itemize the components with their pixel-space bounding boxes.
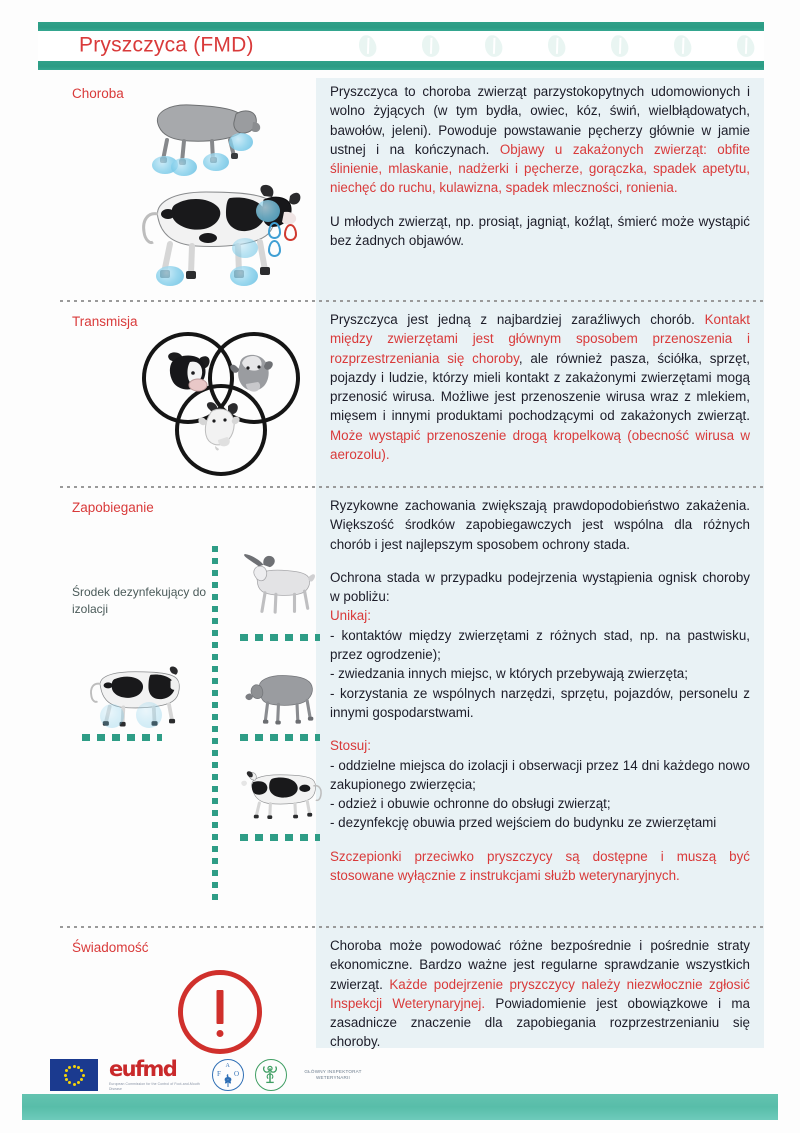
- body-text: - korzystania ze wspólnych narzędzi, sprzętu, pojazdów, personelu z innymi gospodarstwami.: [330, 685, 750, 720]
- sheep-icon: [240, 664, 320, 726]
- exclamation-dot: [217, 1030, 224, 1037]
- section-label-choroba: Choroba: [72, 86, 124, 101]
- document-header: [38, 22, 764, 70]
- eu-star: [65, 1069, 68, 1072]
- goat-icon: [240, 554, 318, 616]
- paragraph: [330, 310, 750, 464]
- eufmd-wordmark: eufmd: [109, 1057, 177, 1082]
- veterinary-emblem-icon: [256, 1060, 284, 1088]
- section-transmisja: [38, 300, 764, 486]
- fence-barrier-horizontal: [240, 834, 320, 841]
- biosecurity-separation-illustration: [78, 546, 310, 906]
- paragraph: [330, 936, 750, 1052]
- paragraph: [330, 568, 750, 607]
- body-text: Ryzykowne zachowania zwiększają prawdopodobieństwo zakażenia. Większość środków zapobiegawczych jest wspólna dla różnych chorób i jest najlepszym sposobem ochrony stada.: [330, 498, 750, 552]
- fao-letter-a: A: [225, 1063, 230, 1069]
- lesion-marker: [156, 266, 184, 286]
- document-content: [38, 78, 764, 1048]
- section-divider: [60, 486, 764, 488]
- blood-drop-icon: [284, 224, 297, 241]
- fence-barrier-horizontal: [82, 734, 162, 741]
- eu-star: [65, 1078, 68, 1081]
- wheat-icon: [222, 1073, 234, 1087]
- body-text: Pryszczyca jest jedną z najbardziej zaraźliwych chorób.: [330, 312, 705, 327]
- eu-star: [82, 1074, 85, 1077]
- virus-watermark-icon: [608, 33, 630, 59]
- goat-head-icon: [194, 402, 246, 450]
- lesion-marker: [230, 266, 258, 286]
- lesion-marker: [232, 238, 258, 258]
- paragraph: [330, 82, 750, 198]
- header-band-bottom: [38, 61, 764, 70]
- header-title-bar: [38, 31, 764, 61]
- fao-logo-icon: [212, 1059, 244, 1091]
- section-label-swiadomosc: Świadomość: [72, 940, 149, 955]
- paragraph: [330, 756, 750, 833]
- eu-star: [68, 1081, 71, 1084]
- page-title: Pryszczyca (FMD): [79, 33, 254, 57]
- section-divider: [60, 926, 764, 928]
- eu-star: [73, 1083, 76, 1086]
- section-sublabel-disinfectant: Środek dezynfekujący do izolacji: [72, 585, 207, 616]
- body-text: - oddzielne miejsca do izolacji i obserwacji przez 14 dni każdego nowo zakupionego zwierzęcia;: [330, 757, 750, 792]
- saliva-drop-icon: [268, 240, 281, 257]
- eu-star: [80, 1069, 83, 1072]
- footer-logo-row: [50, 1058, 368, 1092]
- virus-watermark-icon: [356, 33, 378, 59]
- paragraph: [330, 212, 750, 251]
- section-divider: [60, 300, 764, 302]
- eu-star: [77, 1081, 80, 1084]
- section-swiadomosc: [38, 926, 764, 1048]
- highlighted-text: Kontakt między zwierzętami jest głównym sposobem przenoszenia i rozprzestrzeniania się choroby: [330, 312, 750, 366]
- section-text-swiadomosc: [330, 936, 750, 1052]
- highlighted-text: Może wystąpić przenoszenie drogą kropelkową (obecność wirusa w aerozolu).: [330, 427, 750, 463]
- body-text: Ochrona stada w przypadku podejrzenia wystąpienia ognisk choroby w pobliżu:: [330, 569, 750, 605]
- fao-letter-f: F: [217, 1070, 221, 1078]
- lesion-marker-mouth: [229, 133, 253, 151]
- eu-star: [73, 1065, 76, 1068]
- eufmd-subtext: European Commission for the Control of Foot-and-Mouth Disease: [109, 1082, 200, 1091]
- virus-watermark-icon: [671, 33, 693, 59]
- eufmd-logo: [109, 1059, 201, 1091]
- section-text-zapobieganie: [330, 496, 750, 885]
- eu-flag-icon: [50, 1059, 98, 1091]
- watermark-row: [359, 35, 754, 57]
- fao-letter-o: O: [233, 1070, 239, 1078]
- lesion-marker-mouth: [256, 200, 280, 222]
- paragraph: [330, 626, 750, 722]
- highlighted-text: Każde podejrzenie pryszczycy należy niezwłocznie zgłosić Inspekcji Weterynaryjnej.: [330, 976, 750, 1011]
- fence-barrier-vertical: [212, 546, 218, 902]
- highlighted-text: Unikaj:: [330, 608, 371, 624]
- section-zapobieganie: [38, 486, 764, 926]
- body-text: U młodych zwierząt, np. prosiąt, jagniąt, koźląt, śmierć może wystąpić bez żadnych objawów.: [330, 213, 750, 249]
- fence-barrier-horizontal: [240, 634, 320, 641]
- header-band-top: [38, 22, 764, 31]
- transmission-rings-illustration: [138, 332, 308, 472]
- body-text: - kontaktów między zwierzętami z różnych stad, np. na pastwisku, przez ogrodzenie);: [330, 627, 750, 663]
- cow-head-icon: [160, 350, 212, 396]
- giw-logo-icon: [255, 1059, 287, 1091]
- section-choroba: [38, 78, 764, 300]
- exclamation-bar: [217, 990, 224, 1024]
- saliva-drop-icon: [268, 222, 281, 239]
- body-text: Choroba może powodować różne bezpośrednie i pośrednie straty ekonomiczne. Bardzo ważne jest regularne sprawdzanie wszystkich zwierząt.: [330, 938, 750, 992]
- lesion-marker: [203, 153, 229, 171]
- lesion-marker: [136, 702, 162, 728]
- body-text: Powiadomienie jest obowiązkowe i ma zasadnicze znaczenie dla zapobiegania rozprzestrzenianiu się choroby.: [330, 995, 751, 1050]
- body-text: Pryszczyca to choroba zwierząt parzystokopytnych udomowionych i wolno żyjących (w tym bydła, owiec, kóz, świń, wielbłądowatych, bawołów, jeleni). Powoduje powstawanie pęcherzy głównie w jamie ustnej i na kończynach.: [330, 84, 750, 157]
- highlighted-text: Stosuj:: [330, 738, 371, 754]
- sheep-and-cow-illustration: [134, 98, 314, 298]
- body-text: - odzież i obuwie ochronne do obsługi zwierząt;: [330, 796, 611, 812]
- paragraph: [330, 606, 750, 625]
- eu-star: [77, 1066, 80, 1069]
- virus-watermark-icon: [545, 33, 567, 59]
- paragraph: [330, 496, 750, 554]
- cow-icon: [236, 760, 322, 824]
- eu-star: [68, 1066, 71, 1069]
- warning-exclamation-icon: [178, 970, 262, 1054]
- fence-barrier-horizontal: [240, 734, 320, 741]
- paragraph: [330, 847, 750, 886]
- section-label-transmisja: Transmisja: [72, 314, 138, 329]
- paragraph: [330, 736, 750, 755]
- lesion-marker: [100, 704, 124, 728]
- body-text: - zwiedzania innych miejsc, w których przebywają zwierzęta;: [330, 666, 688, 682]
- highlighted-text: Szczepionki przeciwko pryszczycy są dostępne i muszą być stosowane wyłącznie z instrukcjami służb weterynaryjnych.: [330, 848, 750, 884]
- section-text-transmisja: [330, 310, 750, 464]
- body-text: - dezynfekcję obuwia przed wejściem do budynku ze zwierzętami: [330, 815, 717, 831]
- body-text: , ale również pasza, ściółka, sprzęt, pojazdy i ludzie, którzy mieli kontakt z zakażonymi zwierzętami mogą przenosić wirusa. Możliwe jest przenoszenie wirusa wraz z mlekiem, mięsem i innymi produktami pochodzącymi od zakażonych zwierząt.: [330, 350, 750, 424]
- section-text-choroba: [330, 82, 750, 250]
- sheep-head-icon: [226, 350, 278, 396]
- virus-watermark-icon: [419, 33, 441, 59]
- footer-band: [22, 1094, 778, 1120]
- section-label-zapobieganie: Zapobieganie: [72, 500, 154, 515]
- cow-icon: [78, 658, 190, 728]
- virus-watermark-icon: [734, 33, 756, 59]
- highlighted-text: Objawy u zakażonych zwierząt: obfite ślinienie, mlaskanie, nadżerki i pęcherze, gorączka, spadek apetytu, niechęć do ruchu, kulawizna, spadek mleczności, ronienia.: [330, 141, 751, 196]
- eu-star: [64, 1074, 67, 1077]
- virus-watermark-icon: [482, 33, 504, 59]
- eu-star: [80, 1078, 83, 1081]
- giw-label: GŁÓWNY INSPEKTORAT WETERYNARII: [304, 1069, 362, 1080]
